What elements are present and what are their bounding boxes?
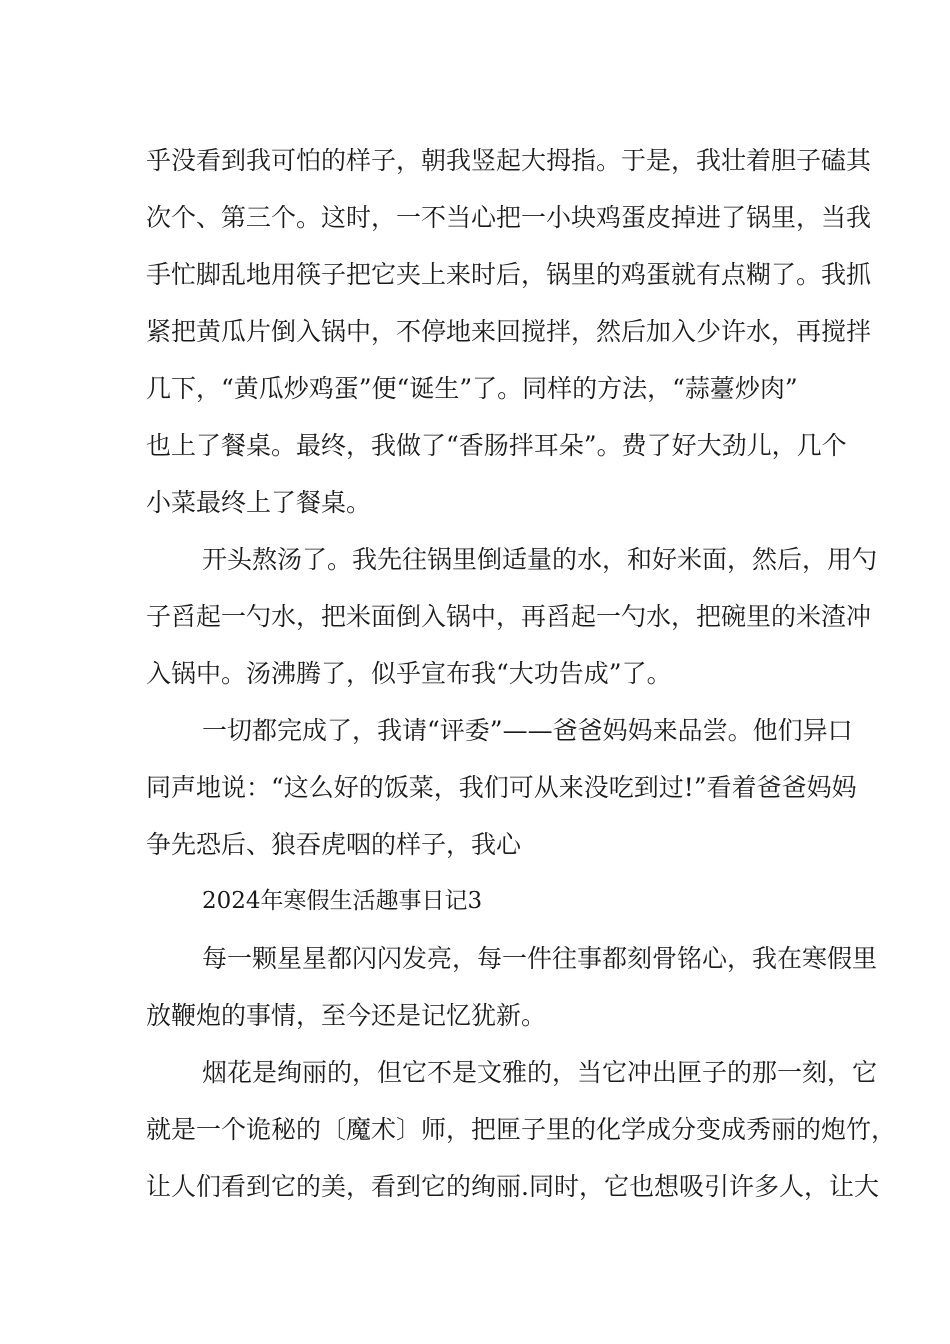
document-body xyxy=(146,132,897,1215)
text-line: 乎没看到我可怕的样子，朝我竖起大拇指。于是，我壮着胆子磕其 xyxy=(146,146,872,175)
paragraph-2 xyxy=(146,531,878,702)
text-line: 子舀起一勺水，把米面倒入锅中，再舀起一勺水，把碗里的米渣冲 xyxy=(146,602,872,631)
text-line: 让人们看到它的美，看到它的绚丽.同时，它也想吸引许多人，让大 xyxy=(146,1172,879,1201)
text-line: 烟花是绚丽的，但它不是文雅的，当它冲出匣子的那一刻，它 xyxy=(202,1058,878,1087)
text-line: 也上了餐桌。最终，我做了“香肠拌耳朵”。费了好大劲儿，几个 xyxy=(146,431,847,460)
section-heading xyxy=(146,873,808,930)
text-line: 入锅中。汤沸腾了，似乎宣布我“大功告成”了。 xyxy=(146,659,672,688)
text-line: 开头熬汤了。我先往锅里倒适量的水，和好米面，然后，用勺 xyxy=(202,545,878,574)
paragraph-4 xyxy=(146,930,878,1044)
paragraph-1 xyxy=(146,132,872,531)
paragraph-3 xyxy=(146,702,857,873)
text-line: 同声地说：“这么好的饭菜，我们可从来没吃到过!”看着爸爸妈妈 xyxy=(146,773,857,802)
paragraph-5 xyxy=(146,1044,897,1215)
text-line: 几下，“黄瓜炒鸡蛋”便“诞生”了。同样的方法，“蒜薹炒肉” xyxy=(146,374,798,403)
text-line: 就是一个诡秘的〔魔术〕师，把匣子里的化学成分变成秀丽的炮竹， xyxy=(146,1115,897,1144)
text-line: 次个、第三个。这时，一不当心把一小块鸡蛋皮掉进了锅里，当我 xyxy=(146,203,872,232)
text-line: 紧把黄瓜片倒入锅中，不停地来回搅拌，然后加入少许水，再搅拌 xyxy=(146,317,872,346)
text-line: 一切都完成了，我请“评委”——爸爸妈妈来品尝。他们异口 xyxy=(202,716,853,745)
text-line: 小菜最终上了餐桌。 xyxy=(146,488,372,517)
text-line: 放鞭炮的事情，至今还是记忆犹新。 xyxy=(146,1001,547,1030)
heading-text: 2024年寒假生活趣事日记3 xyxy=(202,888,483,914)
text-line: 争先恐后、狼吞虎咽的样子，我心 xyxy=(146,830,522,859)
text-line: 手忙脚乱地用筷子把它夹上来时后，锅里的鸡蛋就有点糊了。我抓 xyxy=(146,260,872,289)
text-line: 每一颗星星都闪闪发亮，每一件往事都刻骨铭心，我在寒假里 xyxy=(202,944,878,973)
